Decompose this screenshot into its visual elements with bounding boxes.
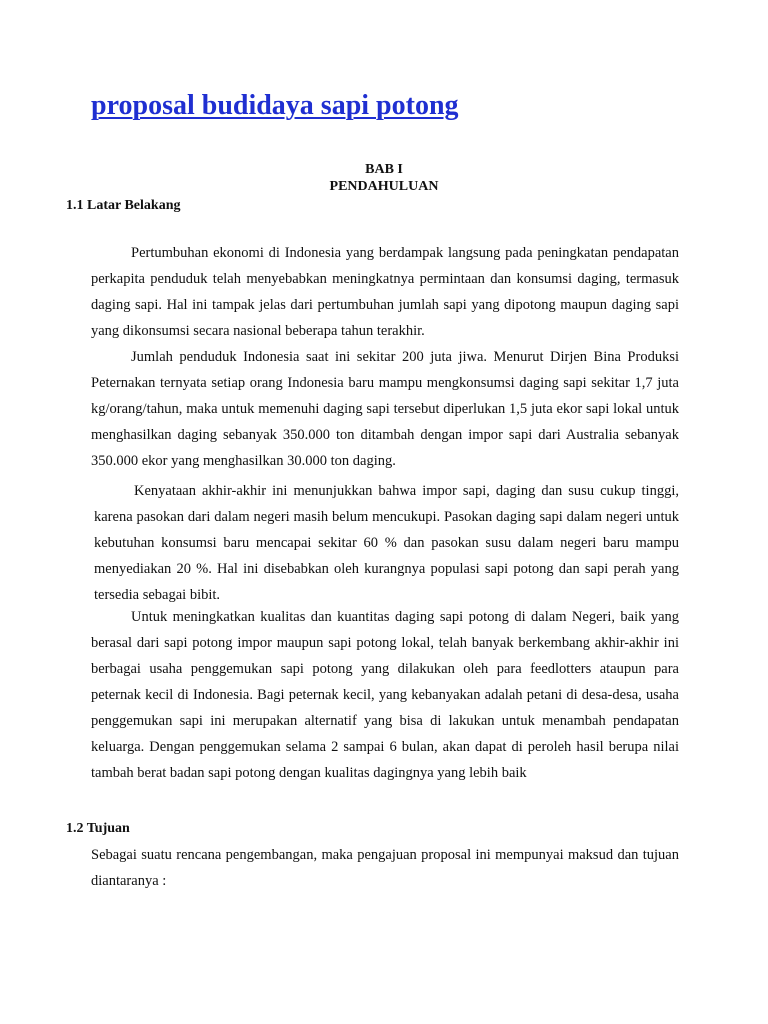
chapter-title: PENDAHULUAN — [329, 179, 439, 194]
paragraph-objectives-intro: Sebagai suatu rencana pengembangan, maka pengajuan proposal ini mempunyai maksud dan tujuan diantaranya : — [91, 847, 679, 889]
paragraph-population-consumption: Jumlah penduduk Indonesia saat ini sekitar 200 juta jiwa. Menurut Dirjen Bina Produksi Peternakan ternyata setiap orang Indonesia baru mampu mengkonsumsi daging sapi sekitar 1,7 juta kg/orang/tahun, maka untuk memenuhi daging sapi tersebut diperlukan 1,5 juta ekor sapi lokal untuk menghasilkan daging sebanyak 350.000 ton ditambah dengan impor sapi dari Australia sebanyak 350.000 ekor yang menghasilkan 30.000 ton daging. — [91, 349, 679, 469]
document-title-link[interactable]: proposal budidaya sapi potong — [91, 90, 459, 121]
section-heading-latar-belakang: 1.1 Latar Belakang — [66, 198, 181, 213]
paragraph-economic-growth: Pertumbuhan ekonomi di Indonesia yang berdampak langsung pada peningkatan pendapatan perkapita penduduk telah menyebabkan meningkatnya permintaan dan konsumsi daging, termasuk daging sapi. Hal ini tampak jelas dari pertumbuhan jumlah sapi yang dipotong maupun daging sapi yang dikonsumsi secara nasional beberapa tahun terakhir. — [91, 245, 679, 339]
paragraph-import-reality: Kenyataan akhir-akhir ini menunjukkan bahwa impor sapi, daging dan susu cukup tinggi, karena pasokan dari dalam negeri masih belum mencukupi. Pasokan daging sapi dalam negeri untuk kebutuhan konsumsi baru mencapai sekitar 60 % dan pasokan susu dalam negeri baru mampu menyediakan 20 %. Hal ini disebabkan oleh kurangnya populasi sapi potong dan sapi perah yang tersedia sebagai bibit. — [94, 483, 679, 603]
paragraph-fattening-business: Untuk meningkatkan kualitas dan kuantitas daging sapi potong di dalam Negeri, baik yang berasal dari sapi potong impor maupun sapi potong lokal, telah banyak berkembang akhir-akhir ini berbagai usaha penggemukan sapi potong yang dilakukan oleh para feedlotters ataupun para peternak kecil di Indonesia. Bagi peternak kecil, yang kebanyakan adalah petani di desa-desa, usaha penggemukan sapi ini merupakan alternatif yang bisa di lakukan untuk menambah pendapatan keluarga. Dengan penggemukan selama 2 sampai 6 bulan, akan dapat di peroleh hasil berupa nilai tambah berat badan sapi potong dengan kualitas dagingnya yang lebih baik — [91, 609, 679, 781]
chapter-number: BAB I — [365, 162, 403, 177]
section-heading-tujuan: 1.2 Tujuan — [66, 821, 130, 836]
